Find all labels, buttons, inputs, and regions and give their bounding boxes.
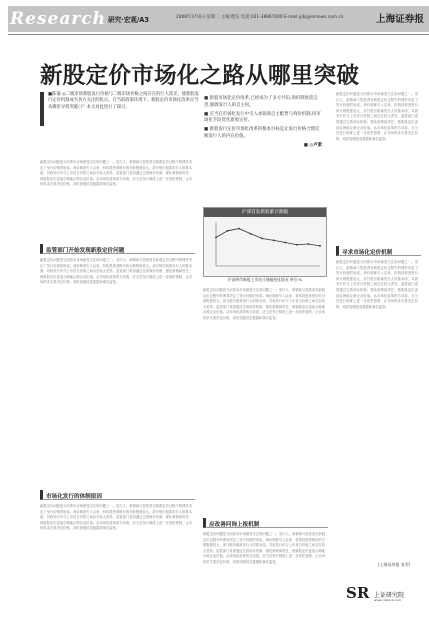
logo-mark: SR — [346, 584, 370, 602]
data-point — [238, 228, 240, 230]
section-heading: 监管部门开始发现新股定价问题 — [46, 248, 125, 254]
article-column-2b: 新股定价问题是当前资本市场最受关注的问题之一。发行人、承销商与投资者在新股定价过程中的博弈决定了发行价格的形成。询价制度引入以来，机构投资者报价的分散程度较大，部分报价脱离发行人的基本面，导致发行价与上市首日价格之间存在较大差异。监管部门希望通过完善询价机制、强化承销商责任，使新股定价更加合理地反映企业价值。从市场化改革的方向看，应当在发行制度上进一步放松管制，让市场供求关系决定价格，同时加强信息披露和事后监管。 — [203, 532, 325, 564]
masthead — [0, 0, 429, 40]
newspaper-logo: 上海证券报 — [376, 14, 424, 25]
article-column-1a: 新股定价问题是当前资本市场最受关注的问题之一。发行人、承销商与投资者在新股定价过程中的博弈决定了发行价格的形成。询价制度引入以来，机构投资者报价的分散程度较大，部分报价脱离发行人的基本面，导致发行价与上市首日价格之间存在较大差异。监管部门希望通过完善询价机制、强化承销商责任，使新股定价更加合理地反映企业价值。从市场化改革的方向看，应当在发行制度上进一步放松管制，让市场供求关系决定价格，同时加强信息披露和事后监管。 — [40, 160, 192, 187]
data-point — [284, 242, 286, 244]
article-column-3a: 新股定价问题是当前资本市场最受关注的问题之一。发行人、承销商与投资者在新股定价过程中的博弈决定了发行价格的形成。询价制度引入以来，机构投资者报价的分散程度较大，部分报价脱离发行人的基本面，导致发行价与上市首日价格之间存在较大差异。监管部门希望通过完善询价机制、强化承销商责任，使新股定价更加合理地反映企业价值。从市场化改革的方向看，应当在发行制度上进一步放松管制，让市场供求关系决定价格，同时加强信息披露和事后监管。 — [336, 92, 418, 141]
data-point — [296, 244, 298, 246]
page-title: 新股定价市场化之路从哪里突破 — [40, 63, 360, 89]
summary-point: ■ 新股发行定价市场化改革的根本目标是让发行价格合理反映发行人的内在价值。 — [204, 127, 322, 141]
article-byline: (上海证券报 张雪) — [378, 562, 411, 567]
chart-title: 沪深首发新股累计涨幅 — [204, 208, 326, 217]
data-point — [250, 233, 252, 235]
section-heading: 应改善问询上报机制 — [209, 522, 260, 528]
line-chart — [208, 220, 322, 274]
research-institute-logo — [346, 580, 416, 610]
data-point — [215, 237, 217, 239]
article-column-2a: 新股定价问题是当前资本市场最受关注的问题之一。发行人、承销商与投资者在新股定价过程中的博弈决定了发行价格的形成。询价制度引入以来，机构投资者报价的分散程度较大，部分报价脱离发行人的基本面，导致发行价与上市首日价格之间存在较大差异。监管部门希望通过完善询价机制、强化承销商责任，使新股定价更加合理地反映企业价值。从市场化改革的方向看，应当在发行制度上进一步放松管制，让市场供求关系决定价格，同时加强信息披露和事后监管。 — [203, 288, 325, 320]
chart-panel — [203, 207, 327, 277]
logo-name: 上证研究院 — [374, 592, 405, 599]
summary-point: ■ 应当在市场化发行中引入承销商自主配售与询价机制,用市场化手段优化新股定价。 — [204, 112, 322, 126]
lead-paragraph: ■陈瑜 ◎二级市场新股发行价格与二级市场价格之间存在的巨大落差，使新股发行定价机制成为各方关注的焦点。在当前政策环境下，新股定价市场化改革应当从哪里寻找突破口？本文对此进行了探讨。 — [48, 92, 199, 110]
summary-author: ■ ◎卢素 — [204, 143, 322, 150]
series-line — [216, 229, 320, 246]
data-point — [227, 230, 229, 232]
summary-point: ■ 新股市场化定价改革,已经成为了多方共识,询价制度需完善,强调发行人的自主权。 — [204, 96, 322, 110]
lead-accent-bar — [40, 92, 44, 126]
article-column-1b: 新股定价问题是当前资本市场最受关注的问题之一。发行人、承销商与投资者在新股定价过程中的博弈决定了发行价格的形成。询价制度引入以来，机构投资者报价的分散程度较大，部分报价脱离发行人的基本面，导致发行价与上市首日价格之间存在较大差异。监管部门希望通过完善询价机制、强化承销商责任，使新股定价更加合理地反映企业价值。从市场化改革的方向看，应当在发行制度上进一步放松管制，让市场供求关系决定价格，同时加强信息披露和事后监管。 — [40, 258, 192, 285]
chart-caption: 沪深两市新股上市首日涨幅变化情况 单位:% — [227, 277, 303, 282]
article-column-1c: 新股定价问题是当前资本市场最受关注的问题之一。发行人、承销商与投资者在新股定价过程中的博弈决定了发行价格的形成。询价制度引入以来，机构投资者报价的分散程度较大，部分报价脱离发行人的基本面，导致发行价与上市首日价格之间存在较大差异。监管部门希望通过完善询价机制、强化承销商责任，使新股定价更加合理地反映企业价值。从市场化改革的方向看，应当在发行制度上进一步放松管制，让市场供求关系决定价格，同时加强信息披露和事后监管。 — [40, 504, 192, 531]
masthead-rule — [8, 34, 429, 35]
masthead-section: 研究·宏观/A3 — [108, 16, 149, 24]
masthead-meta: 2008年3月4日 星期二 主编:程实 电话:021-38967000 E-mail:yjbj@ssnews.com.cn — [176, 15, 344, 20]
logo-url: www.cnstock.com — [374, 598, 401, 602]
data-point — [308, 243, 310, 245]
data-point — [273, 239, 275, 241]
section-heading: 寻求市场化定价机制 — [342, 250, 393, 256]
data-point — [261, 238, 263, 240]
summary-box — [204, 96, 322, 152]
masthead-research-label: Research — [10, 9, 107, 29]
article-column-3b: 新股定价问题是当前资本市场最受关注的问题之一。发行人、承销商与投资者在新股定价过程中的博弈决定了发行价格的形成。询价制度引入以来，机构投资者报价的分散程度较大，部分报价脱离发行人的基本面，导致发行价与上市首日价格之间存在较大差异。监管部门希望通过完善询价机制、强化承销商责任，使新股定价更加合理地反映企业价值。从市场化改革的方向看，应当在发行制度上进一步放松管制，让市场供求关系决定价格，同时加强信息披露和事后监管。 — [336, 260, 418, 309]
data-point — [319, 245, 321, 247]
section-heading: 市场化发行的体制原因 — [46, 494, 102, 500]
